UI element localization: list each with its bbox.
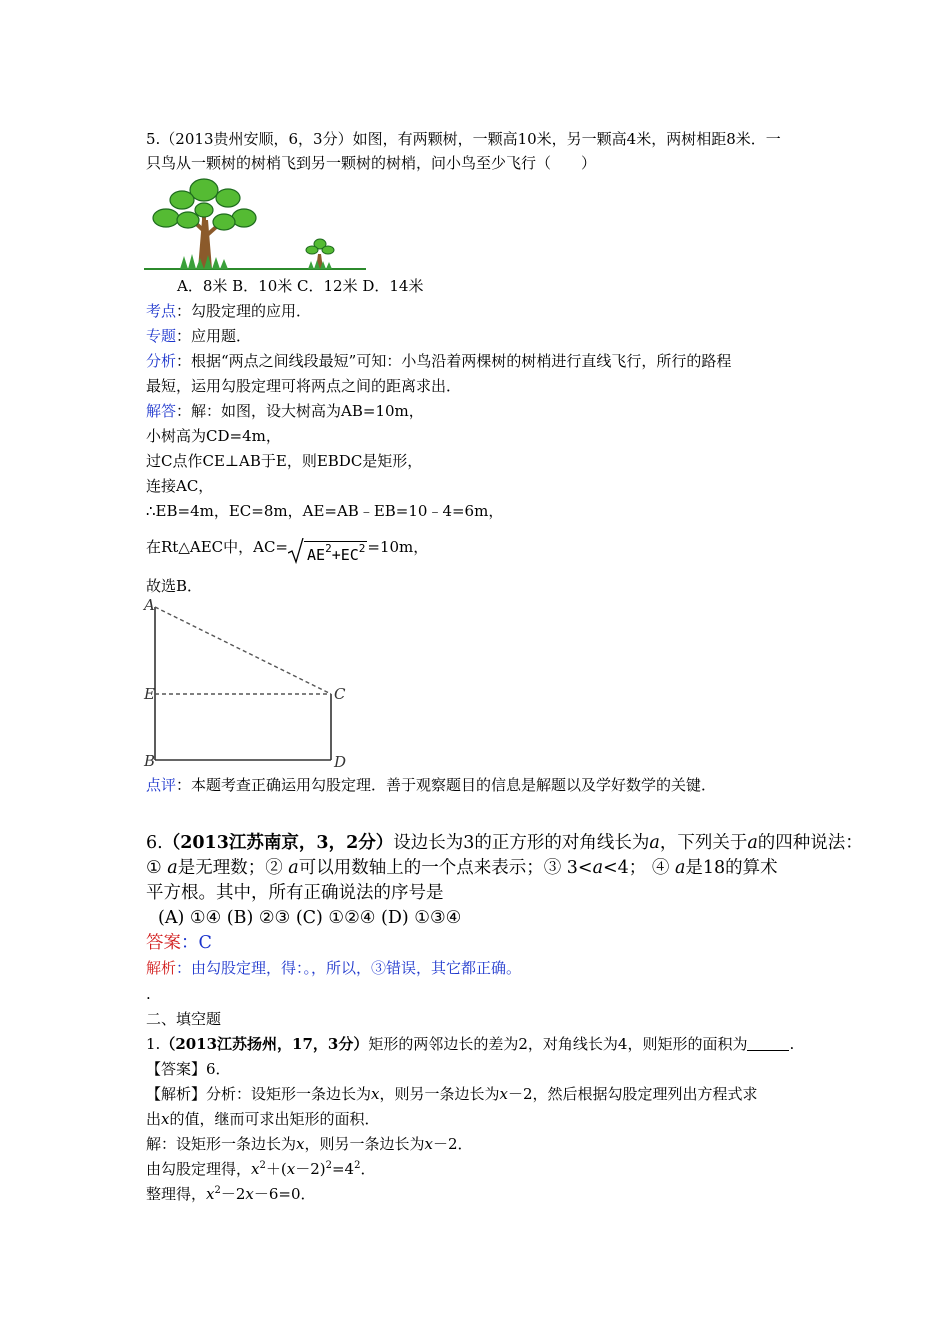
q5-step2: 过C点作CE⊥AB于E，则EBDC是矩形， (146, 452, 423, 470)
label-C: C (334, 685, 346, 703)
q6-analysis: 解析：由勾股定理，得：。，所以，③错误，其它都正确。 (146, 959, 522, 977)
trees-illustration (144, 176, 368, 274)
sqrt-expression: $AE^2+EC^2$ (288, 538, 367, 564)
q5-kaodian: 考点：勾股定理的应用． (146, 302, 312, 320)
label-D: D (334, 753, 347, 771)
s2-answer: 【答案】6． (146, 1060, 231, 1078)
q5-options: A．8米 B．10米 C．12米 D．14米 (177, 277, 424, 295)
q5-step1: 小树高为CD=4m， (146, 427, 281, 445)
label-A: A (144, 596, 155, 614)
radical-sign (288, 538, 304, 564)
q6-line2: ① a是无理数；② a可以用数轴上的一个点来表示；③ 3<a<4； ④ a是18的算术 (146, 858, 778, 878)
s2-q1: 1.（2013江苏扬州，17，3分）矩形的两邻边长的差为2，对角线长为4，则矩形的面积为 . (146, 1035, 795, 1053)
q5-step3: 连接AC， (146, 477, 214, 495)
s2-solution-line3: 整理得，$x^2-2x-6=0$． (146, 1185, 316, 1203)
q5-line2: 只鸟从一颗树的树梢飞到另一颗树的树梢，问小鸟至少飞行（ ） (146, 154, 597, 172)
geometry-diagram (140, 595, 360, 775)
q6-answer: 答案：C (146, 933, 212, 953)
label-E: E (144, 685, 155, 703)
answer-blank (747, 1036, 789, 1051)
q5-dianping: 点评：本题考查正确运用勾股定理．善于观察题目的信息是解题以及学好数学的关键． (146, 776, 717, 794)
s2-solution-line2: 由勾股定理得，$x^2+(x-2)^2=4^2$． (146, 1160, 376, 1178)
q5-step5: 在Rt△AEC中，AC= $AE^2+EC^2$ =10m， (146, 538, 429, 564)
q6-line3: 平方根。其中，所有正确说法的序号是 (146, 883, 444, 903)
q5-fenxi-line2: 最短，运用勾股定理可将两点之间的距离求出． (146, 377, 462, 395)
q6-options: (A) ①④ (B) ②③ (C) ①②④ (D) ①③④ (158, 908, 462, 928)
s2-analysis-line2: 出x的值，继而可求出矩形的面积． (146, 1110, 380, 1128)
section-heading: 二、填空题 (146, 1010, 222, 1028)
q5-jieda: 解答：解：如图，设大树高为AB=10m， (146, 402, 424, 420)
q5-zhuanti: 专题：应用题． (146, 327, 252, 345)
s2-solution-line1: 解：设矩形一条边长为x，则另一条边长为x－2． (146, 1135, 473, 1153)
q6-dot: . (146, 985, 151, 1003)
q5-fenxi: 分析：根据“两点之间线段最短”可知：小鸟沿着两棵树的树梢进行直线飞行，所行的路程 (146, 352, 732, 370)
q5-step4: ∴EB=4m，EC=8m，AE=AB﹣EB=10﹣4=6m， (146, 502, 504, 520)
s2-analysis-line1: 【解析】分析：设矩形一条边长为x，则另一条边长为x－2，然后根据勾股定理列出方程式求 (146, 1085, 758, 1103)
q5-conclusion: 故选B． (146, 577, 203, 595)
q5-line1: 5.（2013贵州安顺，6，3分）如图，有两颗树，一颗高10米，另一颗高4米，两树相距8米．一 (146, 130, 781, 148)
q6-line1: 6.（2013江苏南京，3，2分）设边长为3的正方形的对角线长为a，下列关于a的四种说法： (146, 833, 863, 853)
label-B: B (144, 752, 156, 770)
